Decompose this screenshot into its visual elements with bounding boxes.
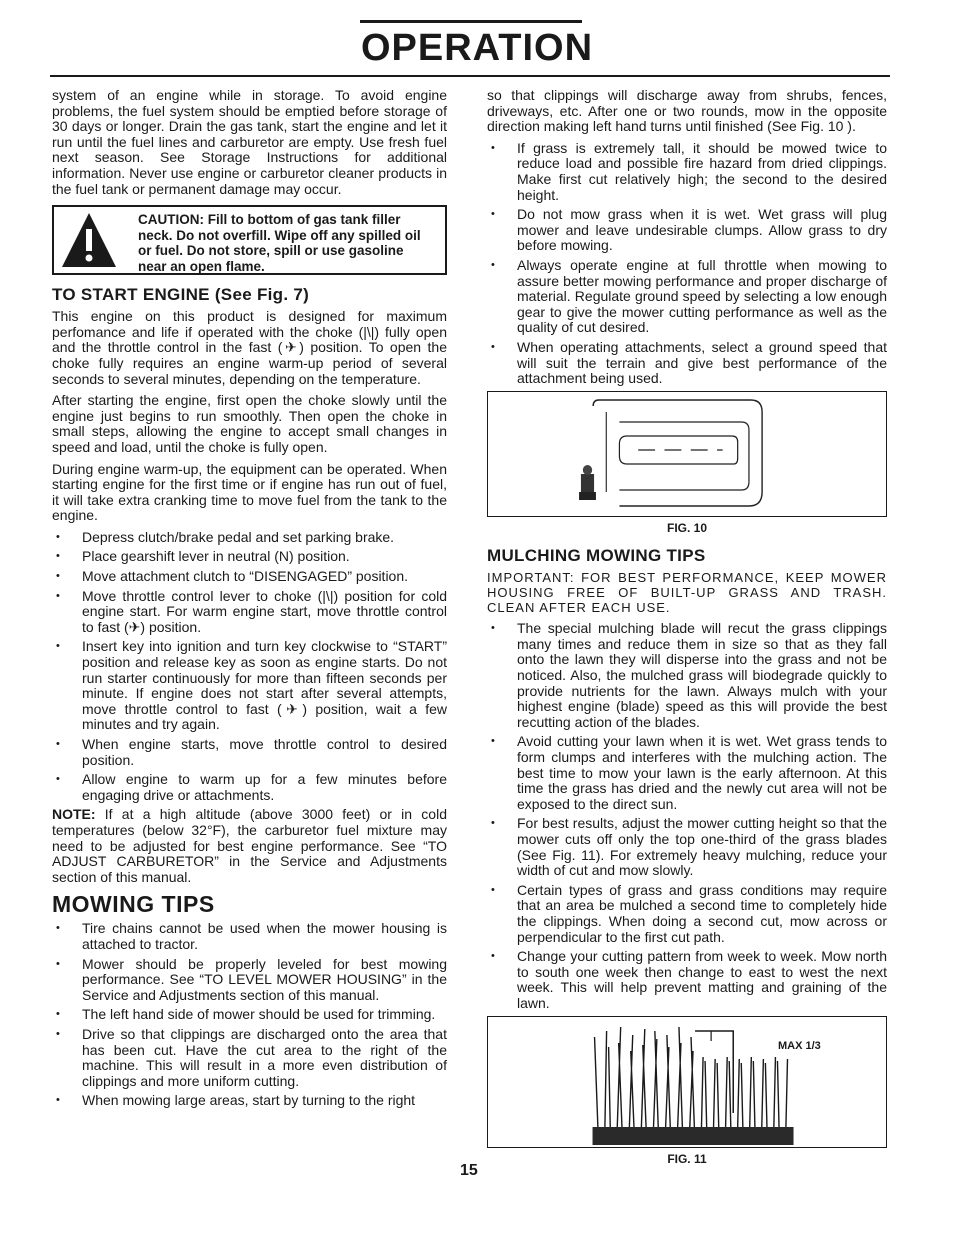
list-item: • Move attachment clutch to “DISENGAGED” position. bbox=[52, 569, 447, 585]
top-rule bbox=[360, 20, 582, 23]
list-item: • For best results, adjust the mower cutting height so that the mower cuts off only the top one-third of the grass blades (See Fig. 11). For extremely heavy mulching, reduce your width of cut and mow slowly. bbox=[487, 816, 887, 878]
mulching-tips-list bbox=[487, 621, 887, 1011]
list-item: • Mower should be properly leveled for best mowing performance. See “TO LEVEL MOWER HOUSING” in the Service and Adjustments section of this manual. bbox=[52, 957, 447, 1004]
figure-11-caption: FIG. 11 bbox=[667, 1151, 707, 1166]
list-item: • If grass is extremely tall, it should be mowed twice to reduce load and possible fire hazard from dried clippings. Make first cut relatively high; the second to the desired height. bbox=[487, 141, 887, 203]
storage-intro: system of an engine while in storage. To avoid engine problems, the fuel system should be emptied before storage of 30 days or longer. Drain the gas tank, start the engine and let it run until the fuel lines and carburetor are empty. Use fresh fuel next season. See Storage Instructions for additional information. Never use engine or carburetor cleaner products in the fuel tank or permanent damage may occur. bbox=[52, 87, 447, 197]
start-paragraph-3: During engine warm-up, the equipment can be operated. When starting engine for the first time or if engine has run out of fuel, it will take extra cranking time to move fuel from the tank to the engine. bbox=[52, 460, 447, 524]
start-paragraph-2: After starting the engine, first open the choke slowly until the engine just begins to run smoothly. Then open the choke in small steps, allowing the engine to accept small changes in speed and load, until the choke is fully open. bbox=[52, 392, 447, 455]
title-rule bbox=[50, 75, 890, 77]
figure-10-caption: FIG. 10 bbox=[666, 520, 707, 535]
list-item: • The special mulching blade will recut the grass clippings many times and reduce them in size so that as they fall onto the lawn they will disperse into the grass and not be noticed. Also, the mulched grass will biodegrade quickly to provide nutrients for the lawn. Always mulch with your highest engine (blade) speed as this will provide the best recutting action of the blades. bbox=[487, 621, 887, 730]
right-column bbox=[487, 88, 887, 1177]
page-title: OPERATION bbox=[360, 27, 594, 69]
list-item: • Move throttle control lever to choke (|\|) position for cold engine start. For warm engine start, move throttle control to fast (✈) position. bbox=[52, 589, 447, 636]
important-notice: IMPORTANT: FOR BEST PERFORMANCE, KEEP MOWER HOUSING FREE OF BUILT-UP GRASS AND TRASH. CLEAN AFTER EACH USE. bbox=[487, 570, 887, 616]
max-one-third-label: MAX 1/3 bbox=[778, 1039, 821, 1052]
caution-text: CAUTION: Fill to bottom of gas tank filler neck. Do not overfill. Wipe off any spilled oil or fuel. Do not store, spill or use gasoline near an open flame. bbox=[138, 212, 421, 274]
start-engine-heading: TO START ENGINE (See Fig. 7) bbox=[52, 285, 310, 305]
mowing-tips-heading: MOWING TIPS bbox=[52, 891, 215, 918]
mowing-tips-list bbox=[52, 921, 447, 1109]
list-item: • Place gearshift lever in neutral (N) position. bbox=[52, 549, 447, 565]
list-item: • When mowing large areas, start by turning to the right bbox=[52, 1093, 447, 1109]
list-item: • Insert key into ignition and turn key clockwise to “START” position and release key as soon as engine starts. Do not run starter continuously for more than fifteen seconds per minute. If engine does not start after several attempts, move throttle control to fast (✈) position, wait a few minutes and try again. bbox=[52, 639, 447, 733]
altitude-note bbox=[52, 807, 447, 885]
list-item: • Tire chains cannot be used when the mower housing is attached to tractor. bbox=[52, 921, 447, 952]
list-item: • When engine starts, move throttle control to desired position. bbox=[52, 737, 447, 768]
figure-11-grass-height bbox=[487, 1016, 887, 1148]
list-item: • Certain types of grass and grass conditions may require that an area be mulched a second time to completely hide the clippings. When doing a second cut, mow across or perpendicular to the first cut path. bbox=[487, 883, 887, 945]
list-item: • Always operate engine at full throttle when mowing to assure better mowing performance and proper discharge of material. Regulate ground speed by selecting a low enough gear to give the mower cutting performance as well as the quality of cut desired. bbox=[487, 258, 887, 336]
note-text: If at a high altitude (above 3000 feet) or in cold temperatures (below 32°F), the carburetor fuel mixture may need to be adjusted for best engine performance. See “TO ADJUST CARBURETOR” in the Service and Adjustments section of this manual. bbox=[52, 806, 447, 885]
page-number: 15 bbox=[460, 1162, 478, 1179]
mowing-continued: so that clippings will discharge away from shrubs, fences, driveways, etc. After one or two rounds, mow in the opposite direction making left hand turns until finished (See Fig. 10 ). bbox=[487, 87, 887, 135]
grass-cut-illustration bbox=[488, 1017, 886, 1147]
left-column bbox=[52, 88, 447, 1113]
list-item: • Drive so that clippings are discharged onto the area that has been cut. Have the cut area to the right of the machine. This will result in a more even distribution of clippings and more uniform cutting. bbox=[52, 1027, 447, 1089]
mowing-tips-list-continued bbox=[487, 141, 887, 387]
mulching-heading: MULCHING MOWING TIPS bbox=[487, 546, 706, 566]
mowing-pattern-illustration bbox=[488, 392, 886, 516]
start-steps-list bbox=[52, 530, 447, 804]
warning-triangle-icon bbox=[60, 211, 118, 269]
list-item: • Do not mow grass when it is wet. Wet grass will plug mower and leave undesirable clumps. Allow grass to dry before mowing. bbox=[487, 207, 887, 254]
list-item: • The left hand side of mower should be used for trimming. bbox=[52, 1007, 447, 1023]
list-item: • Allow engine to warm up for a few minutes before engaging drive or attachments. bbox=[52, 772, 447, 803]
figure-10-mowing-pattern bbox=[487, 391, 887, 517]
list-item: • Depress clutch/brake pedal and set parking brake. bbox=[52, 530, 447, 546]
caution-box bbox=[52, 205, 447, 275]
start-paragraph-1: This engine on this product is designed for maximum perfomance and life if operated with the choke (|\|) fully open and the throttle control in the fast (✈) position. To open the choke fully requires an engine warm-up period of several seconds to several minutes, depending on the temperature. bbox=[52, 308, 447, 387]
list-item: • Change your cutting pattern from week to week. Mow north to south one week then change to east to west the next week. This will help prevent matting and graining of the lawn. bbox=[487, 949, 887, 1011]
list-item: • When operating attachments, select a ground speed that will suit the terrain and give best performance of the attachment being used. bbox=[487, 340, 887, 387]
note-label: NOTE: bbox=[52, 806, 96, 823]
list-item: • Avoid cutting your lawn when it is wet. Wet grass tends to form clumps and interferes with the mulching action. The best time to mow your lawn is the early afternoon. At this time the grass has dried and the newly cut area will not be exposed to the direct sun. bbox=[487, 734, 887, 812]
